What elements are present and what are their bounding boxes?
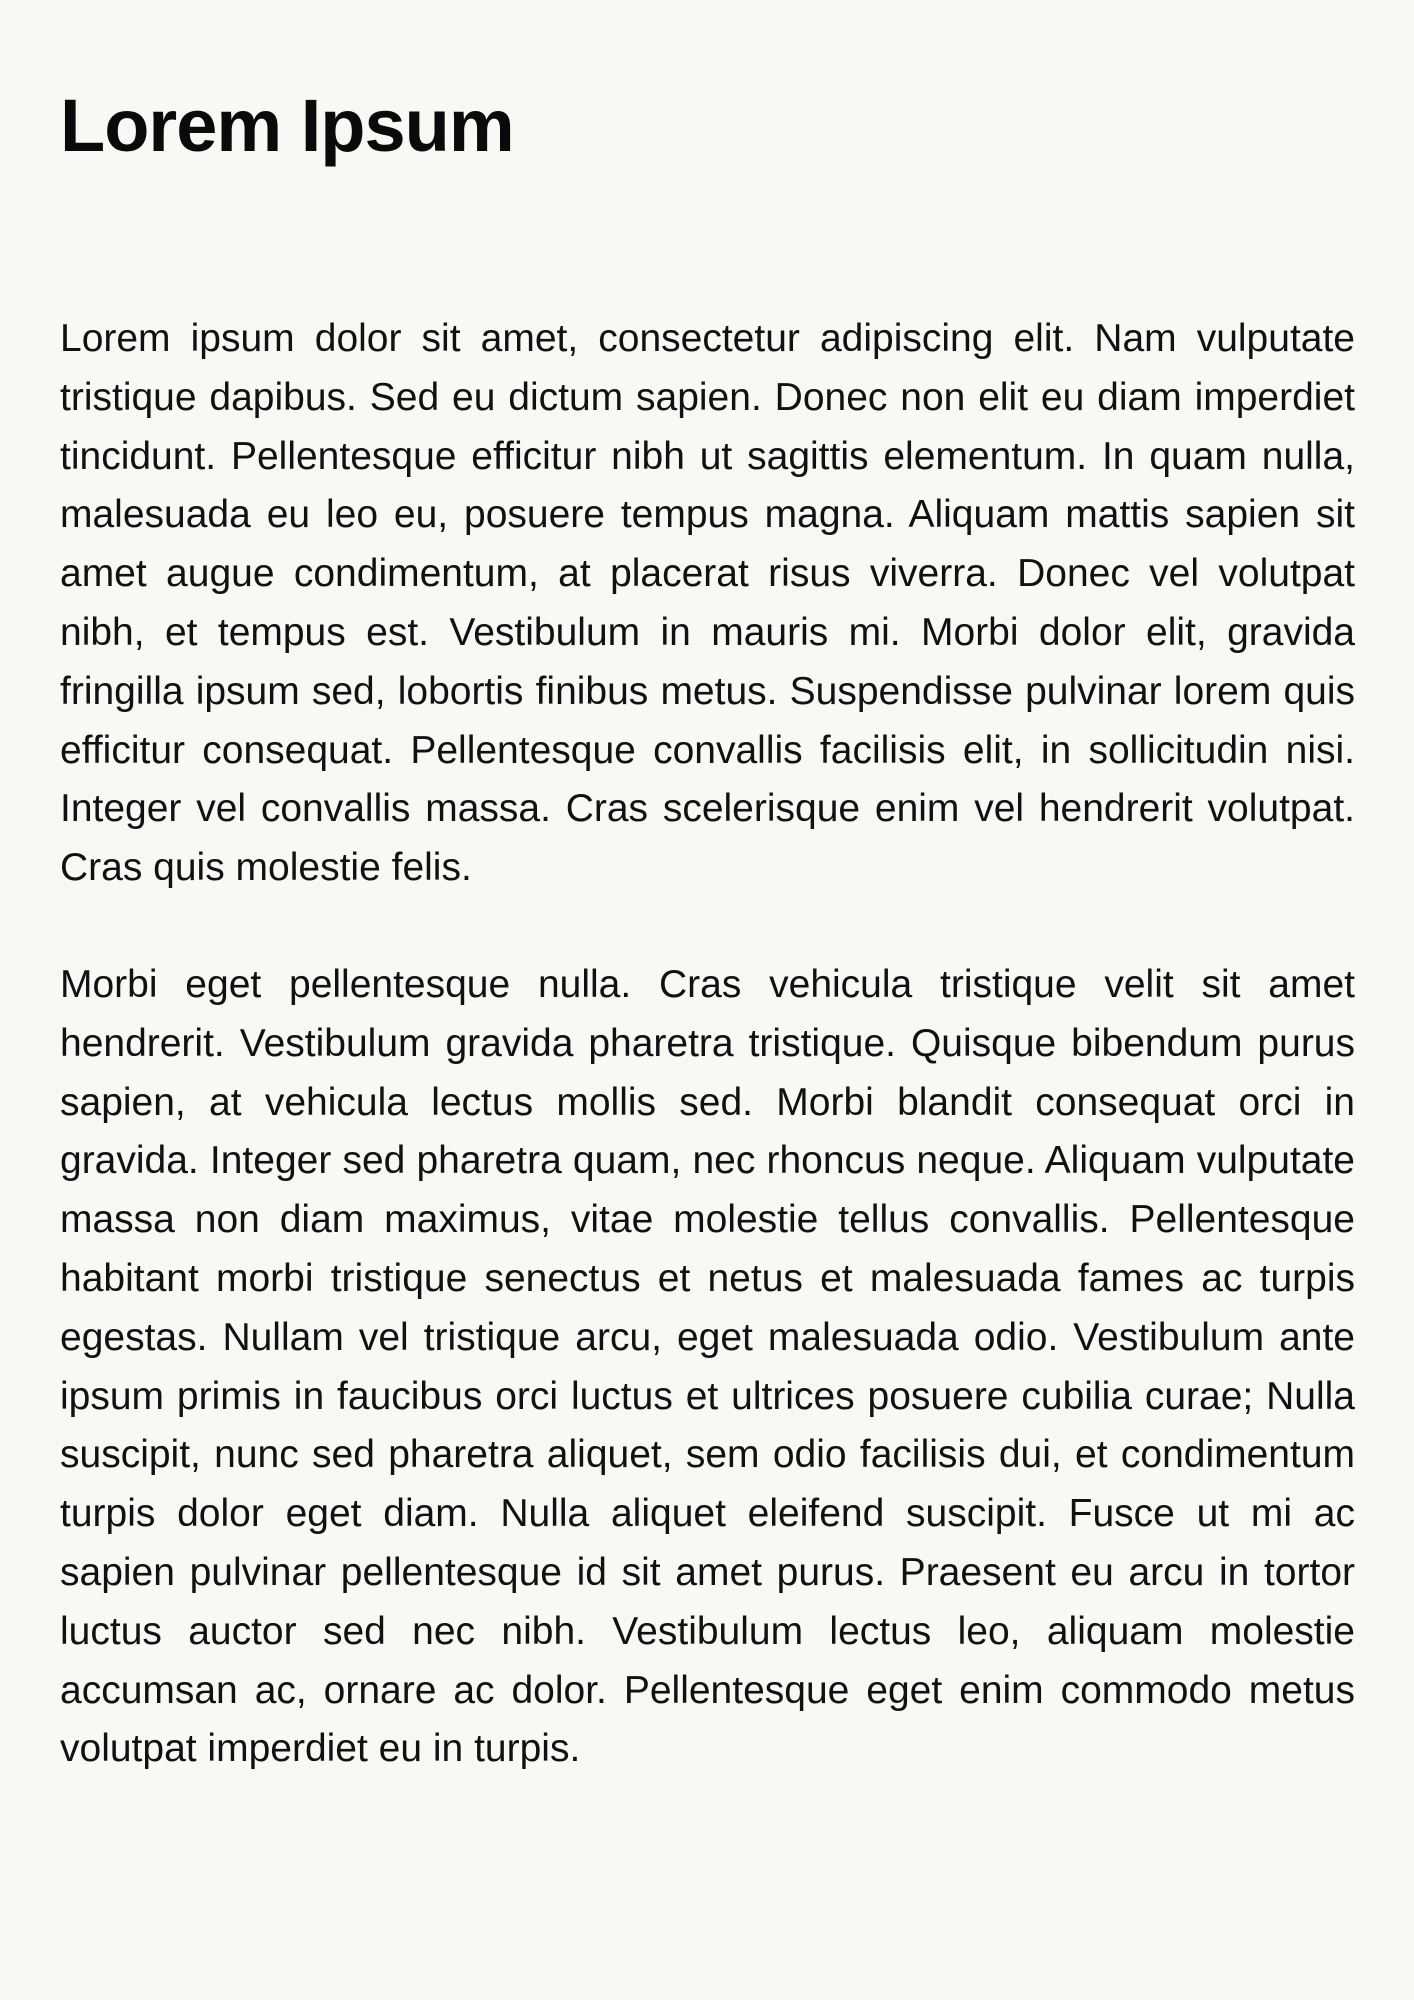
- document-body: [60, 310, 1355, 1779]
- paragraph-1: Lorem ipsum dolor sit amet, consectetur adipiscing elit. Nam vulputate tristique dapibus. Sed eu dictum sapien. Donec non elit eu diam imperdiet tincidunt. Pellentesque efficitur nibh ut sagittis elementum. In quam nulla, malesuada eu leo eu, posuere tempus magna. Aliquam mattis sapien sit amet augue condimentum, at placerat risus viverra. Donec vel volutpat nibh, et tempus est. Vestibulum in mauris mi. Morbi dolor elit, gravida fringilla ipsum sed, lobortis finibus metus. Suspendisse pulvinar lorem quis efficitur consequat. Pellentesque convallis facilisis elit, in sollicitudin nisi. Integer vel convallis massa. Cras scelerisque enim vel hendrerit volutpat. Cras quis molestie felis.: [60, 317, 1355, 890]
- paragraph-2: Morbi eget pellentesque nulla. Cras vehicula tristique velit sit amet hendrerit. Vestibulum gravida pharetra tristique. Quisque bibendum purus sapien, at vehicula lectus mollis sed. Morbi blandit consequat orci in gravida. Integer sed pharetra quam, nec rhoncus neque. Aliquam vulputate massa non diam maximus, vitae molestie tellus convallis. Pellentesque habitant morbi tristique senectus et netus et malesuada fames ac turpis egestas. Nullam vel tristique arcu, eget malesuada odio. Vestibulum ante ipsum primis in faucibus orci luctus et ultrices posuere cubilia curae; Nulla suscipit, nunc sed pharetra aliquet, sem odio facilisis dui, et condimentum turpis dolor eget diam. Nulla aliquet eleifend suscipit. Fusce ut mi ac sapien pulvinar pellentesque id sit amet purus. Praesent eu arcu in tortor luctus auctor sed nec nibh. Vestibulum lectus leo, aliquam molestie accumsan ac, ornare ac dolor. Pellentesque eget enim commodo metus volutpat imperdiet eu in turpis.: [60, 962, 1355, 1771]
- page-title: Lorem Ipsum: [60, 84, 514, 167]
